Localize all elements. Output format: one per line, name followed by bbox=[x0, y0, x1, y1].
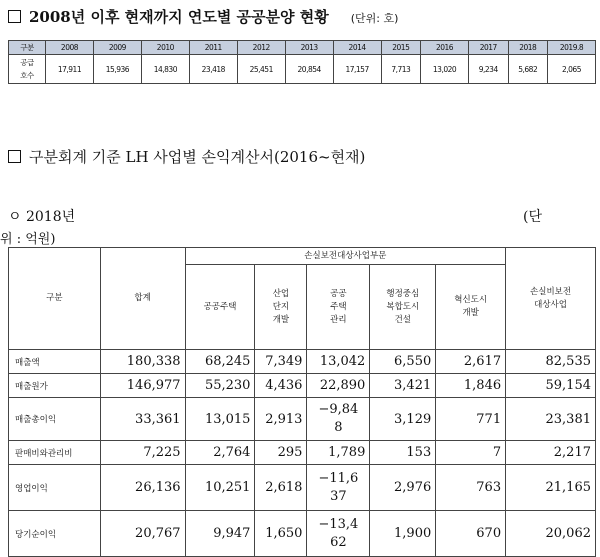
table-cell: 295 bbox=[255, 441, 307, 465]
table-cell bbox=[307, 511, 370, 557]
header-line: 개발 bbox=[272, 314, 290, 325]
table-cell: 20,854 bbox=[285, 55, 333, 84]
table-row bbox=[9, 511, 596, 557]
table-row bbox=[9, 55, 596, 84]
table-cell: 55,230 bbox=[185, 374, 255, 398]
cell-line: 37 bbox=[330, 488, 347, 504]
table-cell: 670 bbox=[436, 511, 506, 557]
table-cell: 26,136 bbox=[100, 465, 185, 511]
cell-line: 8 bbox=[334, 420, 343, 435]
table-cell: 2,913 bbox=[255, 398, 307, 441]
table-row bbox=[9, 441, 596, 465]
section2-subtitle: ㅇ 2018년 bbox=[8, 209, 76, 225]
row-label-cell bbox=[9, 55, 46, 84]
table-cell: 10,251 bbox=[185, 465, 255, 511]
table-cell: 1,846 bbox=[436, 374, 506, 398]
supply-by-year-table bbox=[8, 40, 596, 84]
unit-line-right: (단 bbox=[523, 209, 542, 225]
table-cell: 180,338 bbox=[100, 350, 185, 374]
section1-heading bbox=[8, 6, 398, 27]
table-cell bbox=[307, 465, 370, 511]
header-non-compensated bbox=[506, 248, 596, 350]
header-line: 개발 bbox=[462, 308, 479, 318]
table-cell: 25,451 bbox=[237, 55, 285, 84]
year-header: 2012 bbox=[237, 41, 285, 55]
header-public-housing: 공공주택 bbox=[185, 265, 255, 350]
table-row bbox=[9, 398, 596, 441]
table-cell: 2,976 bbox=[370, 465, 436, 511]
header-line: 관리 bbox=[330, 314, 347, 325]
table-cell: 3,129 bbox=[370, 398, 436, 441]
table-cell: 14,830 bbox=[141, 55, 189, 84]
table-cell: 2,764 bbox=[185, 441, 255, 465]
table-cell: 23,381 bbox=[506, 398, 596, 441]
table-cell: 7,713 bbox=[381, 55, 421, 84]
header-public-mgmt bbox=[307, 265, 370, 350]
table-cell: 22,890 bbox=[307, 374, 370, 398]
table-header-cell: 구분 bbox=[9, 41, 46, 55]
table-cell: 6,550 bbox=[370, 350, 436, 374]
table-cell: 771 bbox=[436, 398, 506, 441]
year-header: 2017 bbox=[469, 41, 509, 55]
row-label: 매출원가 bbox=[9, 374, 101, 398]
header-line: 건설 bbox=[394, 314, 411, 325]
row-label: 당기순이익 bbox=[9, 511, 101, 557]
year-header: 2008 bbox=[46, 41, 94, 55]
year-header: 2013 bbox=[285, 41, 333, 55]
row-label: 매출액 bbox=[9, 350, 101, 374]
header-industrial bbox=[255, 265, 307, 350]
table-cell: 59,154 bbox=[506, 374, 596, 398]
section2-heading bbox=[8, 146, 365, 167]
table-header-row bbox=[9, 41, 596, 55]
table-cell: 68,245 bbox=[185, 350, 255, 374]
table-cell: 4,436 bbox=[255, 374, 307, 398]
table-row bbox=[9, 350, 596, 374]
table-cell: 17,911 bbox=[46, 55, 94, 84]
income-statement-table bbox=[8, 247, 596, 557]
header-loss-compensated-group: 손실보전대상사업부문 bbox=[185, 248, 506, 265]
table-cell: 20,767 bbox=[100, 511, 185, 557]
year-header: 2018 bbox=[508, 41, 548, 55]
table-cell: 7,225 bbox=[100, 441, 185, 465]
table-cell: 21,165 bbox=[506, 465, 596, 511]
table-row bbox=[9, 374, 596, 398]
row-label-line1: 공급 bbox=[20, 58, 34, 67]
table-cell: 2,617 bbox=[436, 350, 506, 374]
year-header: 2019.8 bbox=[548, 41, 596, 55]
table-cell: 1,789 bbox=[307, 441, 370, 465]
table-cell: 2,065 bbox=[548, 55, 596, 84]
table-cell: 9,947 bbox=[185, 511, 255, 557]
header-total: 합계 bbox=[100, 248, 185, 350]
header-line: 주택 bbox=[330, 301, 347, 312]
table-cell: 2,217 bbox=[506, 441, 596, 465]
section1-title: 2008년 이후 현재까지 연도별 공공분양 현황 bbox=[29, 8, 329, 26]
header-admin-city bbox=[370, 265, 436, 350]
header-innovation-city bbox=[436, 265, 506, 350]
year-header: 2011 bbox=[189, 41, 237, 55]
table-cell: 82,535 bbox=[506, 350, 596, 374]
table-cell: 17,157 bbox=[333, 55, 381, 84]
section2-title: 구분회계 기준 LH 사업별 손익계산서(2016~현재) bbox=[29, 148, 366, 166]
table-cell bbox=[307, 398, 370, 441]
cell-line: −9,84 bbox=[318, 402, 359, 417]
header-line: 산업 bbox=[272, 288, 290, 299]
header-line: 행정중심 bbox=[386, 288, 420, 299]
table-cell: 23,418 bbox=[189, 55, 237, 84]
table-cell: 1,900 bbox=[370, 511, 436, 557]
table-cell: 2,618 bbox=[255, 465, 307, 511]
cell-line: −11,6 bbox=[318, 470, 359, 486]
table-header-row bbox=[9, 248, 596, 265]
checkbox-square-icon bbox=[8, 10, 21, 23]
table-cell: 13,015 bbox=[185, 398, 255, 441]
year-header: 2016 bbox=[421, 41, 469, 55]
section1-unit: (단위: 호) bbox=[350, 12, 399, 25]
table-cell: 1,650 bbox=[255, 511, 307, 557]
table-cell: 13,020 bbox=[421, 55, 469, 84]
header-non-compensated-line2: 대상사업 bbox=[534, 299, 567, 310]
table-cell: 5,682 bbox=[508, 55, 548, 84]
header-line: 혁신도시 bbox=[454, 295, 488, 305]
header-line: 단지 bbox=[272, 301, 290, 312]
header-non-compensated-line1: 손실비보전 bbox=[530, 286, 572, 297]
table-cell: 7 bbox=[436, 441, 506, 465]
header-gubun: 구분 bbox=[9, 248, 101, 350]
year-header: 2009 bbox=[93, 41, 141, 55]
row-label: 영업이익 bbox=[9, 465, 101, 511]
table-cell: 33,361 bbox=[100, 398, 185, 441]
year-header: 2010 bbox=[141, 41, 189, 55]
table-cell: 15,936 bbox=[93, 55, 141, 84]
row-label-line2: 호수 bbox=[20, 71, 34, 80]
table-cell: 9,234 bbox=[469, 55, 509, 84]
row-label: 판매비와관리비 bbox=[9, 441, 101, 465]
table-cell: 3,421 bbox=[370, 374, 436, 398]
cell-line: 62 bbox=[330, 534, 347, 550]
table-cell: 153 bbox=[370, 441, 436, 465]
table-row bbox=[9, 465, 596, 511]
table-cell: 7,349 bbox=[255, 350, 307, 374]
cell-line: −13,4 bbox=[318, 516, 359, 532]
year-header: 2014 bbox=[333, 41, 381, 55]
table-cell: 146,977 bbox=[100, 374, 185, 398]
row-label: 매출총이익 bbox=[9, 398, 101, 441]
header-line: 공공 bbox=[330, 288, 347, 299]
year-header: 2015 bbox=[381, 41, 421, 55]
header-line: 복합도시 bbox=[386, 301, 420, 312]
checkbox-square-icon bbox=[8, 150, 21, 163]
table-cell: 13,042 bbox=[307, 350, 370, 374]
table-cell: 20,062 bbox=[506, 511, 596, 557]
table-cell: 763 bbox=[436, 465, 506, 511]
unit-line-left: 위 : 억원) bbox=[0, 232, 56, 247]
